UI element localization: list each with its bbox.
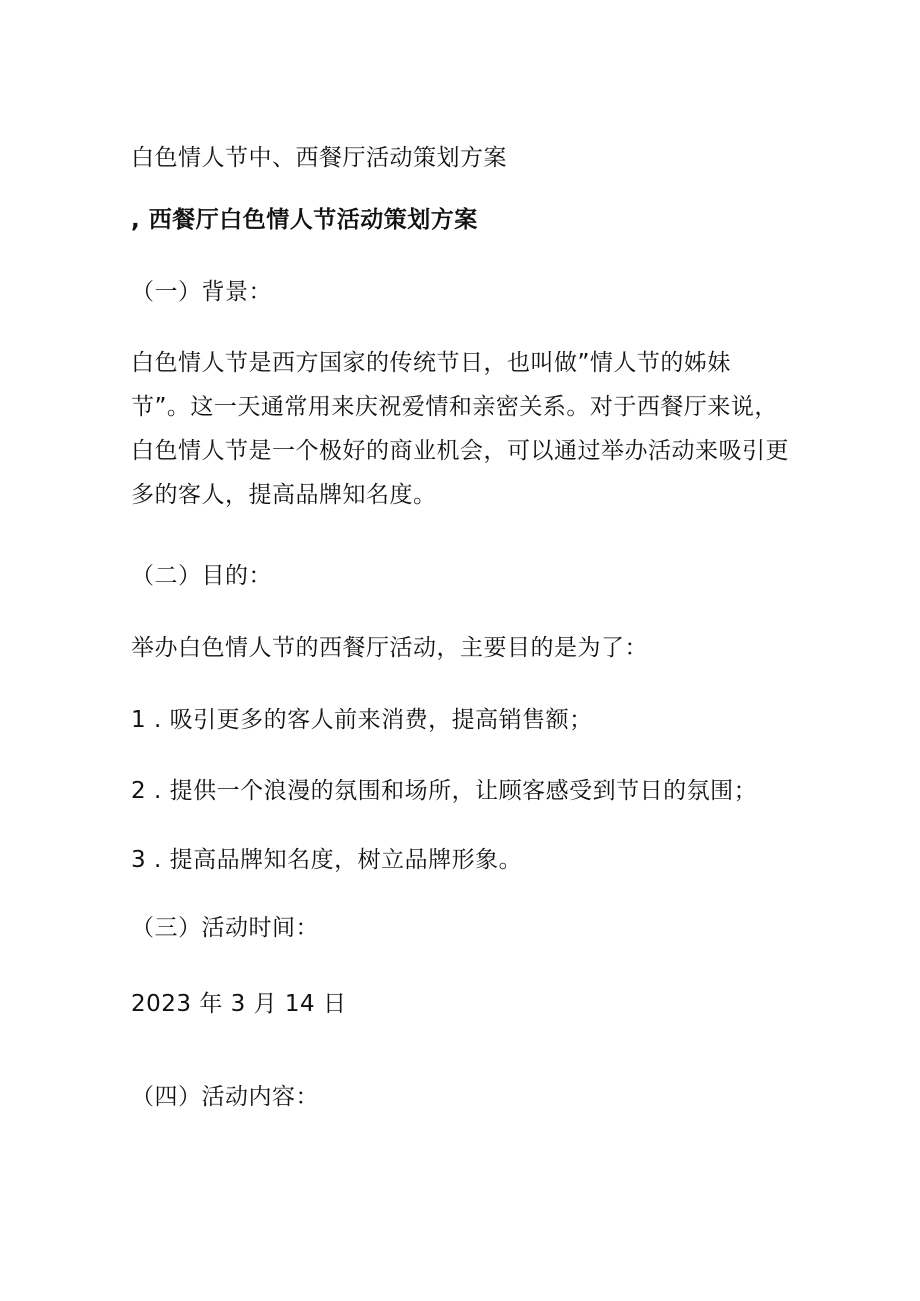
section-heading-background: （一）背景： — [131, 279, 272, 305]
paragraph-line: 多的客人，提高品牌知名度。 — [131, 482, 437, 508]
document-subtitle: , 西餐厅白色情人节活动策划方案 — [131, 207, 478, 233]
purpose-item: 1 . 吸引更多的客人前来消费，提高销售额； — [131, 707, 593, 733]
background-paragraph — [131, 341, 791, 517]
paragraph-line: 白色情人节是一个极好的商业机会，可以通过举办活动来吸引更 — [131, 438, 789, 464]
section-heading-purpose: （二）目的： — [131, 563, 272, 589]
purpose-intro: 举办白色情人节的西餐厅活动，主要目的是为了： — [131, 635, 648, 661]
section-heading-content: （四）活动内容： — [131, 1084, 319, 1110]
purpose-item: 3 . 提高品牌知名度，树立品牌形象。 — [131, 847, 523, 873]
event-date: 2023 年 3 月 14 日 — [131, 991, 347, 1017]
document-title: 白色情人节中、西餐厅活动策划方案 — [131, 145, 507, 171]
paragraph-line: 节”。这一天通常用来庆祝爱情和亲密关系。对于西餐厅来说， — [131, 394, 778, 420]
paragraph-line: 白色情人节是西方国家的传统节日，也叫做”情人节的姊妹 — [131, 350, 731, 376]
section-heading-time: （三）活动时间： — [131, 915, 319, 941]
purpose-item: 2 . 提供一个浪漫的氛围和场所，让顾客感受到节日的氛围； — [131, 778, 758, 804]
